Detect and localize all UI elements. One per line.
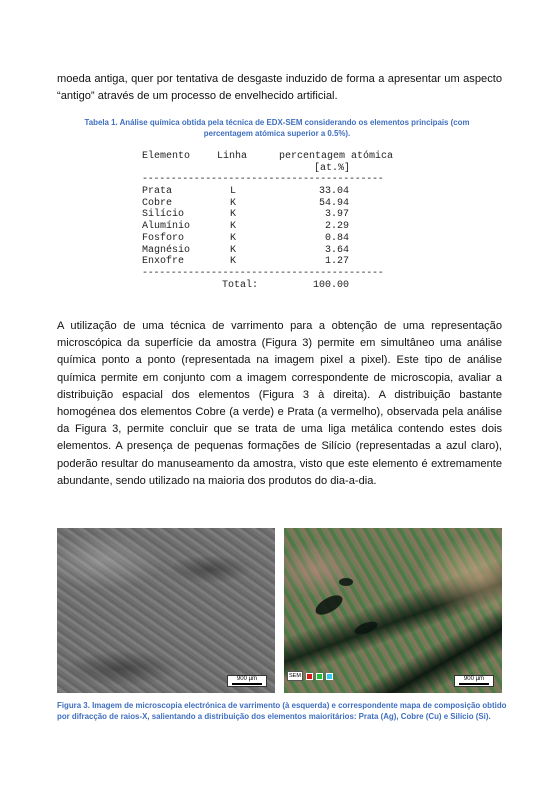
header-unit: [at.%] [314,162,351,174]
cell-line: K [230,232,237,244]
legend-swatch-copper [316,673,323,680]
header-line: Linha [217,151,248,162]
table-row [142,256,412,268]
scale-bar [227,675,267,687]
cell-element: Enxofre [142,256,185,268]
table-body [142,186,412,268]
cell-value: 1.27 [324,256,349,268]
legend-swatch-silicon [326,673,333,680]
body-paragraph: A utilização de uma técnica de varrimento para a obtenção de uma representação microscópica da superfície da amostra (Figura 3) permite em simultâneo uma análise química ponto a ponto (representada na imagem pixel a pixel). Este tipo de análise química permite em conjunto com a imagem correspondente de microscopia, avaliar a distribuição espacial dos elementos (Figura 3 à direita). A distribuição bastante homogénea dos elementos Cobre (a verde) e Prata (a vermelho), observada pela análise da Figura 3, permite concluir que se trata de uma liga metálica contendo estes dois elementos. A presença de pequenas formações de Silício (representadas a azul claro), poderão resultar do manuseamento da amostra, visto que este elemento é extremamente abundante, sendo utilizado na maioria dos produtos do dia-a-dia. [57,320,502,487]
header-atomic-percent: percentagem atómica [279,151,394,162]
table-unit-row [142,163,412,175]
cell-value: 54.94 [318,197,349,209]
table-rule-top: ------------------------------------------ [142,174,384,186]
cell-element: Cobre [142,197,173,209]
legend-sem-label: SEM [289,673,301,679]
sem-micrograph-image [57,528,275,693]
cell-element: Fosforo [142,232,185,244]
scale-bar [454,675,494,687]
cell-element: Magnésio [142,244,191,256]
scale-bar-label: 900 µm [463,676,485,682]
cell-line: L [230,186,237,198]
table-row [142,209,412,221]
figure-caption: Figura 3. Imagem de microscopia electrónica de varrimento (à esquerda) e correspondente mapa de composição obtido por difracção de raios-X, salientando a distribuição dos elementos maioritários: Prata (Ag), Cobre (Cu) e Silício (Si). [57,701,507,722]
cell-element: Prata [142,186,173,198]
table-caption: Tabela 1. Análise química obtida pela técnica de EDX-SEM considerando os elementos principais (com percentagem atómica superior a 0.5%). [84,118,470,139]
cell-element: Silício [142,209,185,221]
header-element: Elemento [142,151,191,162]
table-row [142,233,412,245]
legend-swatch-silver [306,673,313,680]
cell-value: 2.29 [324,221,349,233]
intro-paragraph: moeda antiga, quer por tentativa de desgaste induzido de forma a apresentar um aspecto “antigo” através de um processo de envelhecido artificial. [57,73,502,103]
cell-element: Alumínio [142,221,191,233]
table-row [142,221,412,233]
cell-value: 33.04 [318,186,349,198]
cell-line: K [230,209,237,221]
cell-value: 0.84 [324,232,349,244]
cell-value: 3.64 [324,244,349,256]
table-row [142,186,412,198]
scale-bar-label: 900 µm [236,676,258,682]
table-row [142,198,412,210]
edx-results-table [142,151,412,291]
edx-composition-map-image [284,528,502,693]
table-header-row [142,151,412,163]
cell-line: K [230,244,237,256]
total-label: Total: [222,279,259,291]
cell-value: 3.97 [324,209,349,221]
table-rule-bottom: ------------------------------------------ [142,267,384,279]
cell-line: K [230,221,237,233]
table-row [142,245,412,257]
element-color-legend [287,672,333,680]
cell-line: K [230,197,237,209]
cell-line: K [230,256,237,268]
total-value: 100.00 [312,279,349,291]
table-total-row [142,280,412,292]
